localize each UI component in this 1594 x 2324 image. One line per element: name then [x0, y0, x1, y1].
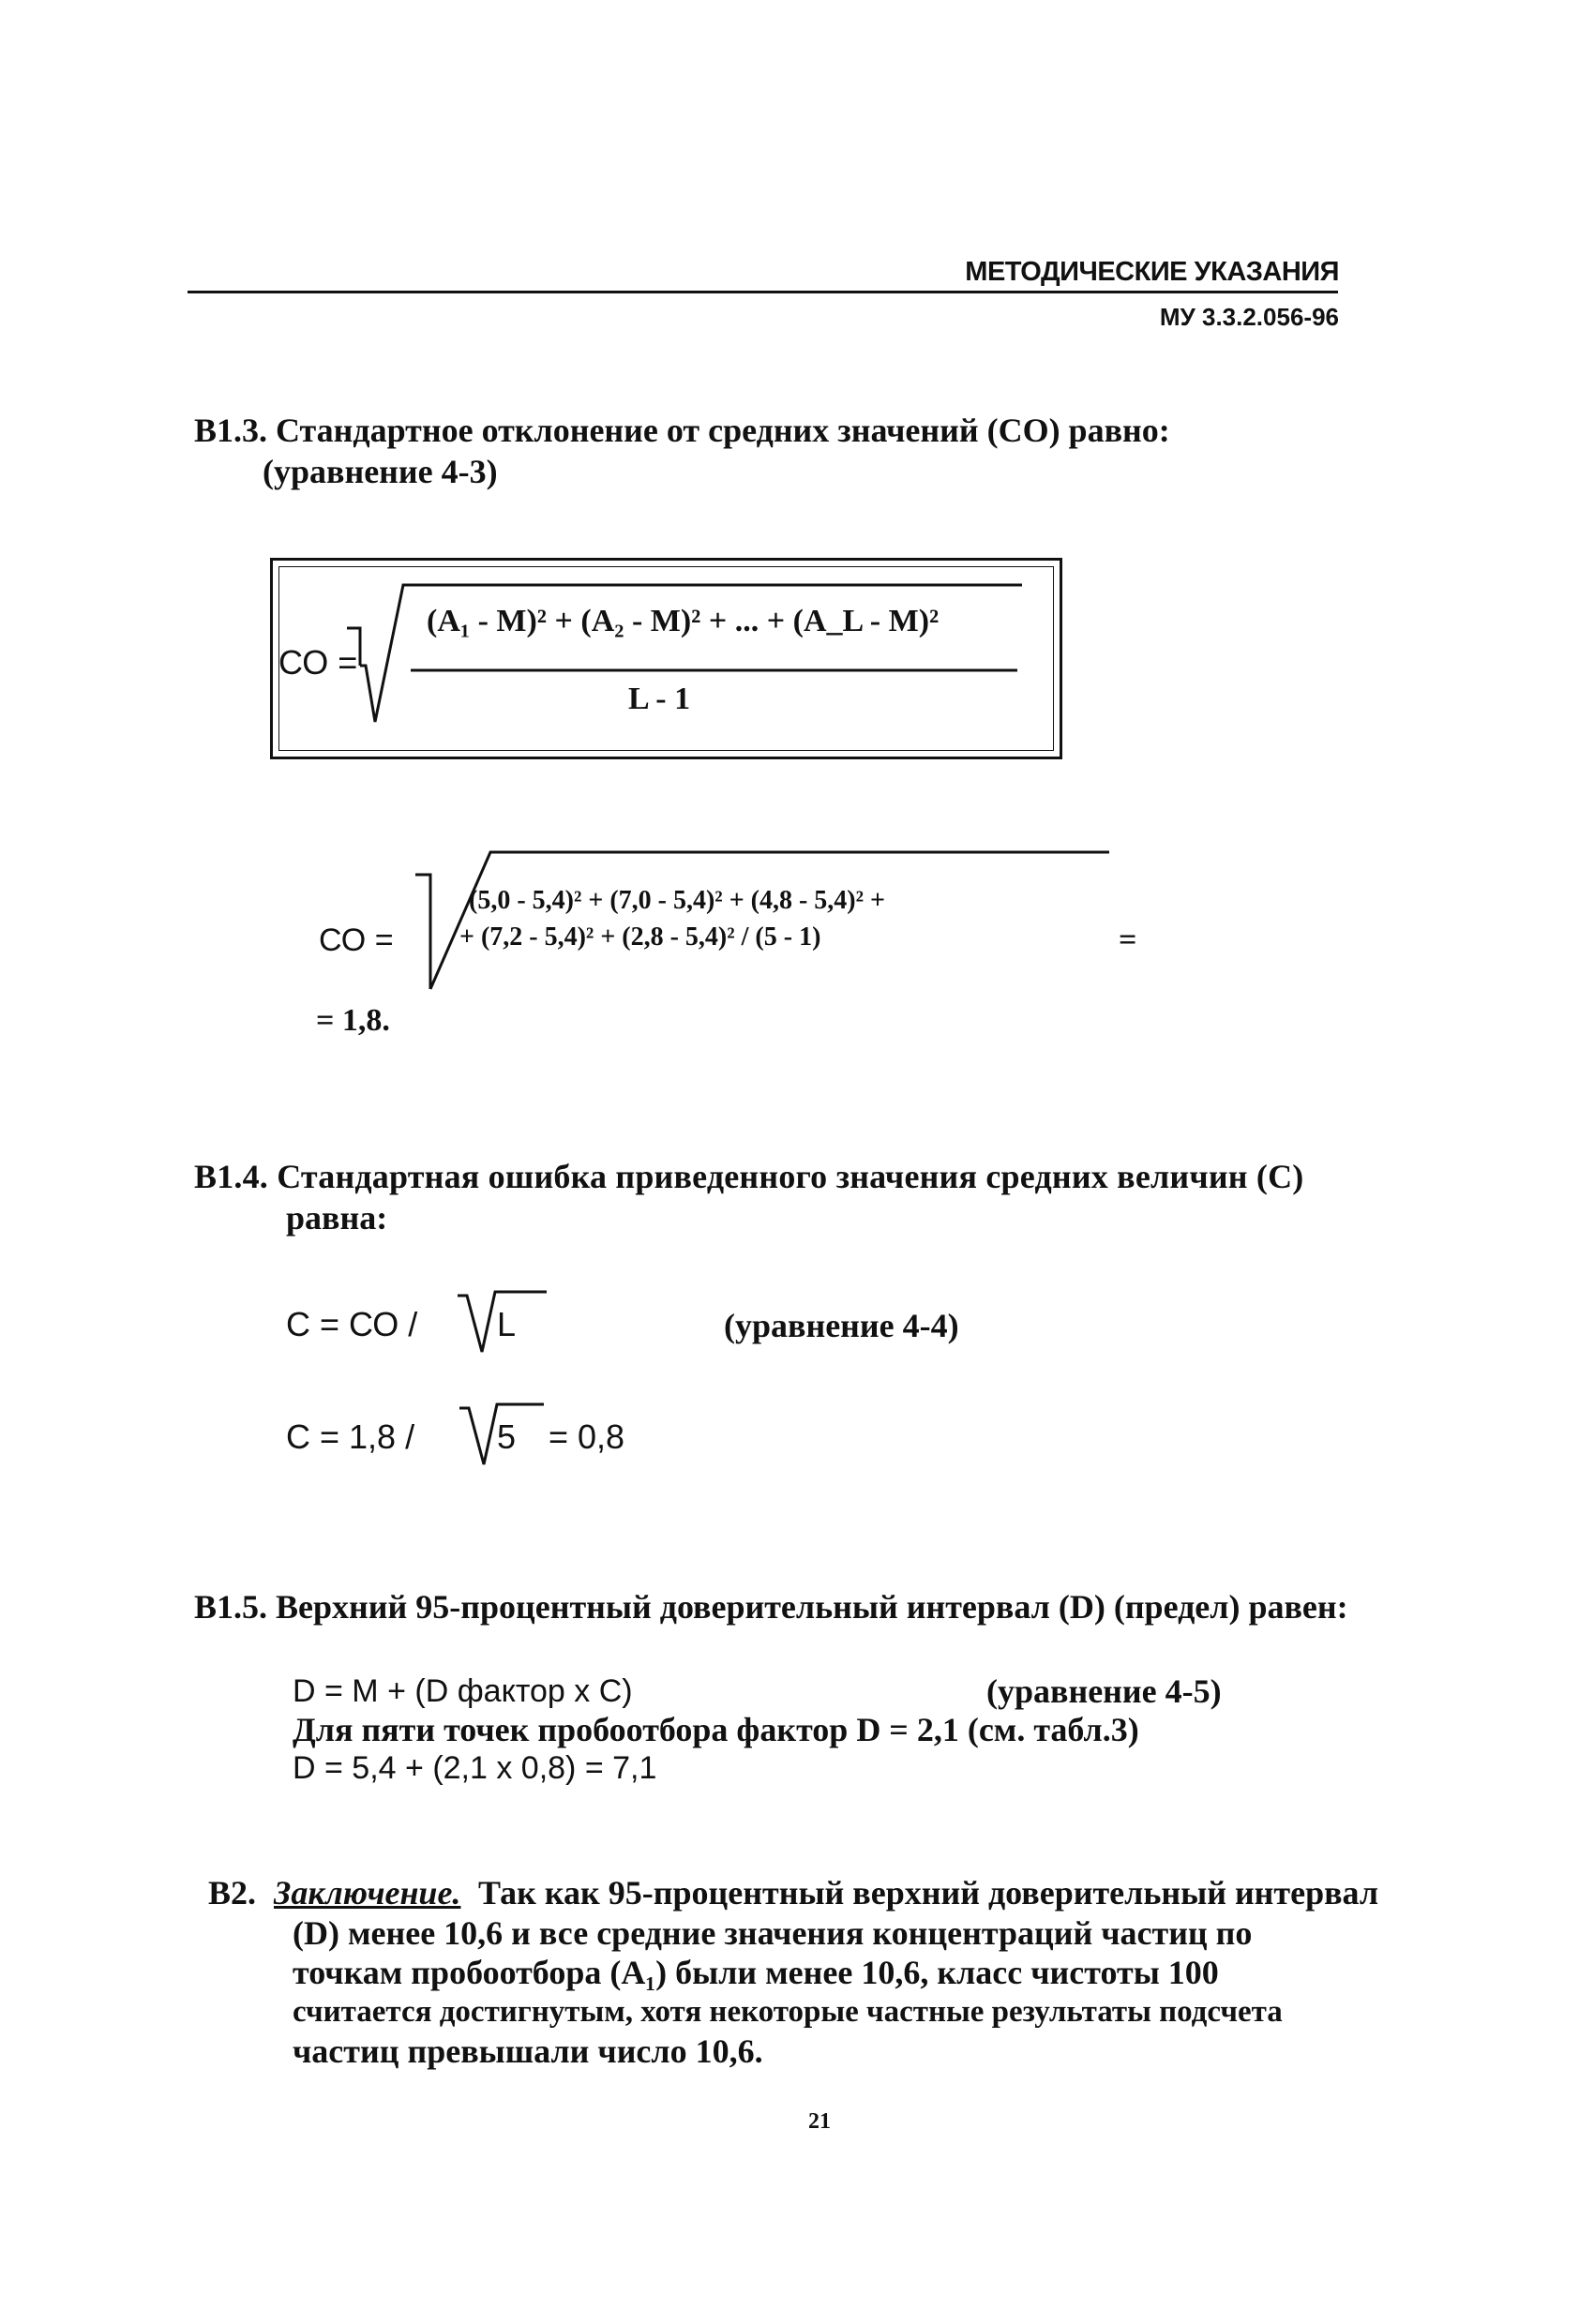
co-calc-result: = 1,8. [316, 1003, 390, 1038]
document-code: МУ 3.3.2.056-96 [1159, 303, 1339, 331]
formula-4-3-lhs: СО = [278, 643, 358, 682]
calc-c-radicand: 5 [497, 1417, 517, 1456]
page-number: 21 [808, 2109, 831, 2134]
section-b13-title: В1.3. Стандартное отклонение от средних значений (СО) равно: [194, 412, 1170, 449]
formula-4-5-ref: (уравнение 4-5) [986, 1672, 1222, 1710]
section-b14-title-cont: равна: [286, 1199, 388, 1237]
formula-4-3-numerator: (A₁ - M)² + (A₂ - M)² + ... + (A_L - M)² [427, 604, 940, 638]
co-calc-row1: (5,0 - 5,4)² + (7,0 - 5,4)² + (4,8 - 5,4)² + [469, 886, 885, 915]
formula-4-5: D = M + (D фактор x C) [293, 1673, 633, 1709]
section-b2-line1: Так как 95-процентный верхний доверительный интервал [478, 1874, 1379, 1912]
section-b2-line4: считается достигнутым, хотя некоторые частные результаты подсчета [293, 1995, 1283, 2029]
section-b15-title: В1.5. Верхний 95-процентный доверительный интервал (D) (предел) равен: [194, 1588, 1348, 1626]
calc-c-lhs: С = 1,8 / [286, 1417, 415, 1456]
section-b2-label: В2. [208, 1874, 257, 1912]
section-b14-title: В1.4. Стандартная ошибка приведенного значения средних величин (С) [194, 1158, 1304, 1195]
formula-4-3-denominator: L - 1 [628, 682, 691, 716]
co-calc-equals: = [1119, 922, 1137, 957]
formula-4-4-ref: (уравнение 4-4) [724, 1307, 959, 1344]
section-b13-equation-ref: (уравнение 4-3) [263, 453, 498, 490]
co-calc-lhs: СО = [319, 922, 394, 958]
section-b15-dfactor: Для пяти точек пробоотбора фактор D = 2,1 (см. табл.3) [293, 1711, 1139, 1748]
formula-4-4-lhs: С = СО / [286, 1305, 418, 1343]
calc-c-result: = 0,8 [549, 1417, 625, 1456]
section-b2-line5: частиц превышали число 10,6. [293, 2032, 763, 2070]
formula-4-4-radicand: L [497, 1305, 517, 1343]
section-b2-heading: Заключение. [274, 1874, 461, 1912]
header-divider [188, 291, 1338, 293]
section-b2-line3: точкам пробоотбора (A₁) были менее 10,6, класс чистоты 100 [293, 1954, 1219, 1991]
co-calc-row2: + (7,2 - 5,4)² + (2,8 - 5,4)² / (5 - 1) [459, 922, 821, 952]
section-b15-result: D = 5,4 + (2,1 x 0,8) = 7,1 [293, 1750, 657, 1786]
section-b2-line2: (D) менее 10,6 и все средние значения концентраций частиц по [293, 1914, 1253, 1952]
header-title: МЕТОДИЧЕСКИЕ УКАЗАНИЯ [965, 257, 1339, 287]
